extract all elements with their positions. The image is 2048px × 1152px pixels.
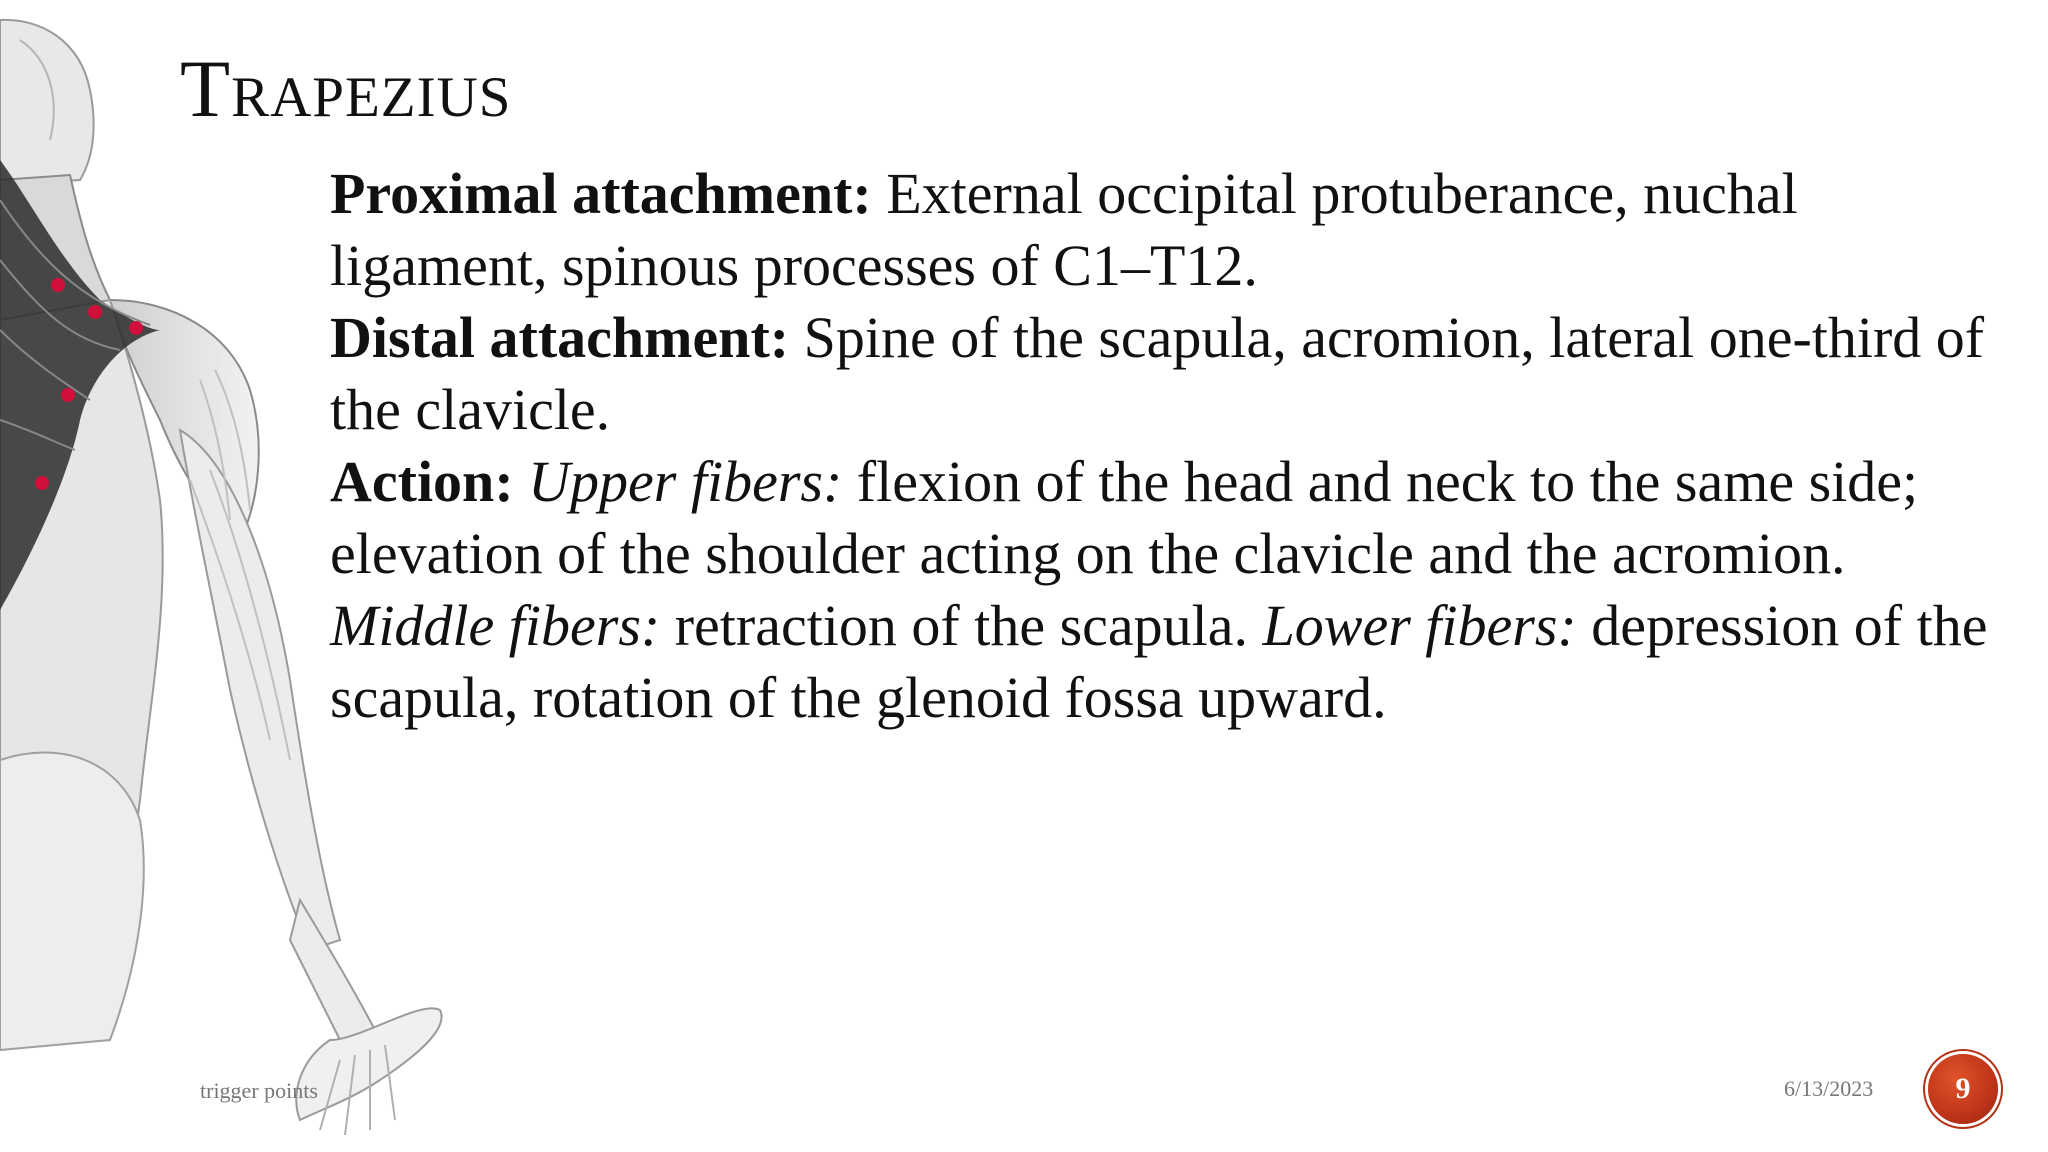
slide-title: Trapezius [180,43,512,134]
page-number: 9 [1955,1072,1971,1105]
distal-attachment-label: Distal attachment: [330,305,790,370]
proximal-attachment-label: Proximal attachment: [330,161,872,226]
trigger-point-dot [88,305,102,319]
lower-fibers-text: depression of the scapula, rotation of the glenoid fossa upward. [330,593,1988,730]
slide-body [330,158,2010,734]
footer-label: trigger points [200,1078,318,1103]
upper-fibers-text: flexion of the head and neck to the same side; elevation of the shoulder acting on the clavicle and the acromion. [330,449,1919,586]
middle-fibers-text: retraction of the scapula. [674,593,1249,658]
proximal-attachment-paragraph [330,158,2010,302]
distal-attachment-paragraph [330,302,2010,446]
trigger-point-dot [129,321,143,335]
middle-fibers-label: Middle fibers: [330,593,661,658]
lower-fibers-label: Lower fibers: [1262,593,1577,658]
trigger-point-dot [51,278,65,292]
upper-fibers-label: Upper fibers: [528,449,843,514]
action-paragraph [330,446,2010,734]
distal-attachment-text: Spine of the scapula, acromion, lateral one-third of the clavicle. [330,305,1985,442]
proximal-attachment-text: External occipital protuberance, nuchal ligament, spinous processes of C1–T12. [330,161,1798,298]
page-number-badge [1928,1054,1998,1124]
action-label: Action: [330,449,514,514]
trigger-point-dot [61,388,75,402]
trigger-point-dot [35,476,49,490]
footer-date: 6/13/2023 [1784,1076,1874,1101]
